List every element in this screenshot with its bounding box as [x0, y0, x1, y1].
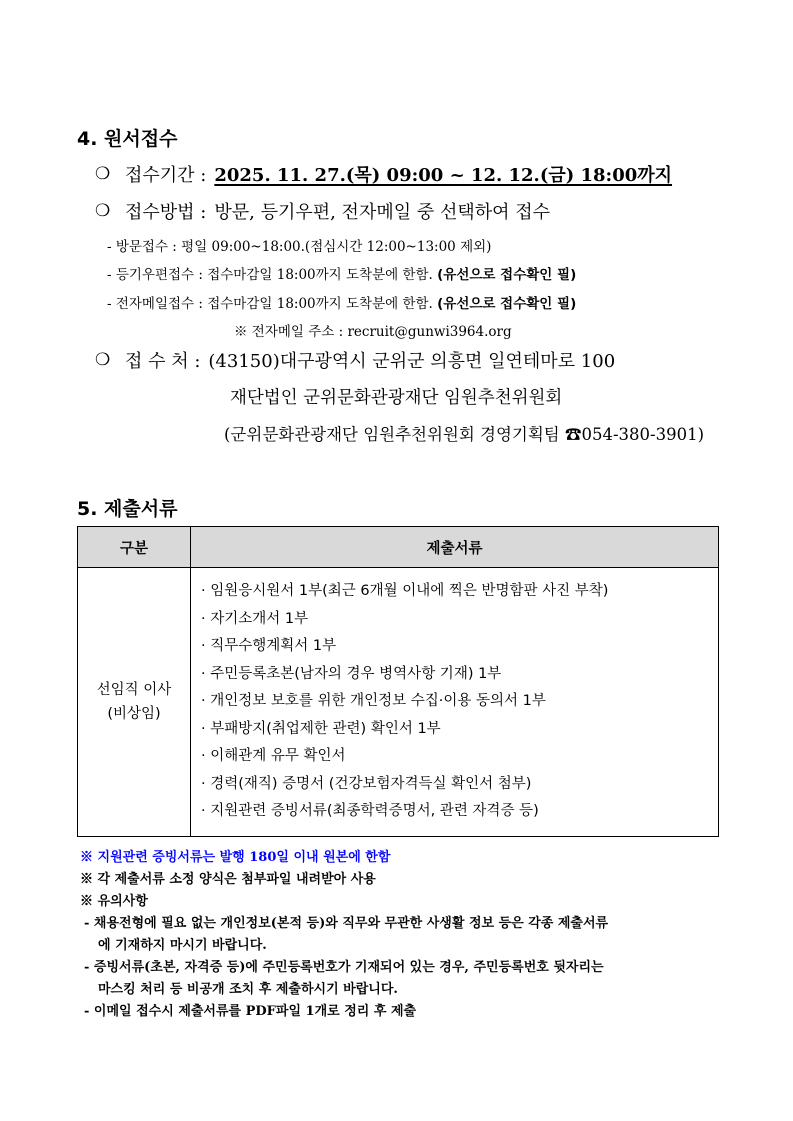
mail-reception-text: - 등기우편접수 : 접수마감일 18:00까지 도착분에 한함. — [107, 267, 433, 283]
method-value: 방문, 등기우편, 전자메일 중 선택하여 접수 — [214, 202, 550, 223]
list-item: · 자기소개서 1부 — [201, 610, 309, 627]
note-privacy-line1: - 채용전형에 필요 없는 개인정보(본적 등)와 직무와 무관한 사생활 정보 등은 각종 제출서류 — [84, 916, 609, 931]
period-value: 2025. 11. 27.(목) 09:00 ~ 12. 12.(금) 18:00까지 — [214, 165, 673, 186]
note-email-pdf: - 이메일 접수시 제출서류를 PDF파일 1개로 정리 후 제출 — [84, 1004, 417, 1019]
place-line2: 재단법인 군위문화관광재단 임원추천위원회 — [230, 388, 563, 408]
note-forms: ※ 각 제출서류 소정 양식은 첨부파일 내려받아 사용 — [80, 872, 376, 887]
method-label: 접수방법 : — [125, 202, 207, 223]
list-item: · 개인정보 보호를 위한 개인정보 수집·이용 동의서 1부 — [201, 693, 546, 709]
mail-reception-note: (유선으로 접수확인 필) — [437, 267, 577, 283]
email-reception-text: - 전자메일접수 : 접수마감일 18:00까지 도착분에 한함. — [107, 296, 433, 312]
circle-bullet-icon: ❍ — [95, 201, 111, 221]
note-original-documents: ※ 지원관련 증빙서류는 발행 180일 이내 원본에 한함 — [80, 850, 391, 865]
visit-reception: - 방문접수 : 평일 09:00~18:00.(점심시간 12:00~13:00 제외) — [107, 239, 492, 255]
category-cell — [78, 568, 191, 837]
mail-reception — [107, 263, 576, 283]
list-item: · 직무수행계획서 1부 — [201, 638, 337, 654]
circle-bullet-icon: ❍ — [95, 164, 111, 184]
list-item: · 주민등록초본(남자의 경우 병역사항 기재) 1부 — [201, 665, 502, 682]
reception-place — [95, 347, 615, 373]
category-line1: 선임직 이사 — [96, 681, 172, 698]
reception-method — [95, 198, 550, 224]
reception-period — [95, 161, 672, 187]
place-line1: (43150)대구광역시 군위군 의흥면 일연테마로 100 — [208, 351, 616, 372]
table-row — [78, 568, 719, 837]
email-reception — [107, 292, 576, 312]
list-item: · 경력(재직) 증명서 (건강보험자격득실 확인서 첨부) — [201, 775, 532, 792]
place-label: 접 수 처 : — [125, 351, 201, 372]
documents-table — [77, 526, 719, 837]
circle-bullet-icon: ❍ — [95, 350, 111, 370]
header-documents: 제출서류 — [191, 527, 719, 568]
section5-heading: 5. 제출서류 — [77, 498, 178, 520]
email-reception-note: (유선으로 접수확인 필) — [437, 296, 577, 312]
note-caution-heading: ※ 유의사항 — [80, 894, 148, 909]
section4-heading: 4. 원서접수 — [77, 128, 178, 150]
list-item: · 부패방지(취업제한 관련) 확인서 1부 — [201, 720, 441, 737]
period-label: 접수기간 : — [125, 165, 207, 186]
list-item: · 이해관계 유무 확인서 — [201, 748, 346, 764]
header-category: 구분 — [78, 527, 191, 568]
documents-cell — [191, 568, 719, 837]
list-item: · 임원응시원서 1부(최근 6개월 이내에 찍은 반명함판 사진 부착) — [201, 583, 609, 599]
category-line2: (비상임) — [107, 705, 161, 722]
note-privacy-line2: 에 기재하지 마시기 바랍니다. — [98, 938, 267, 953]
list-item: · 지원관련 증빙서류(최종학력증명서, 관련 자격증 등) — [201, 803, 539, 819]
place-line3: (군위문화관광재단 임원추천위원회 경영기획팀 ☎054-380-3901) — [224, 425, 705, 444]
note-masking-line1: - 증빙서류(초본, 자격증 등)에 주민등록번호가 기재되어 있는 경우, 주민등록번호 뒷자리는 — [84, 960, 604, 975]
email-address: ※ 전자메일 주소 : recruit@gunwi3964.org — [234, 324, 512, 340]
table-header-row — [78, 527, 719, 568]
note-masking-line2: 마스킹 처리 등 비공개 조치 후 제출하시기 바랍니다. — [98, 982, 398, 997]
